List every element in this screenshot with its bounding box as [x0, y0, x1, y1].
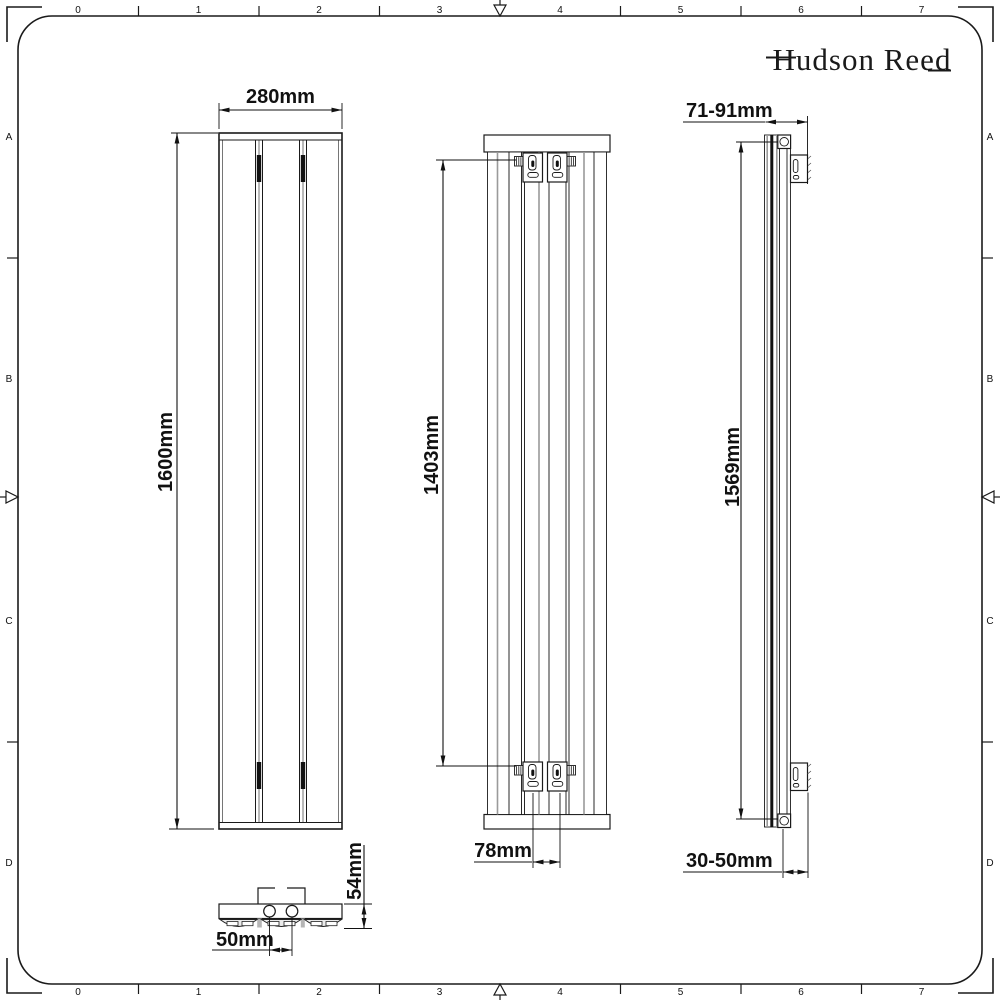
ruler-label: 2	[316, 987, 322, 998]
top-pipe-connection	[780, 138, 789, 147]
dim-label-plan-depth: 54mm	[344, 842, 366, 900]
ruler-label: C	[5, 616, 13, 627]
dim-label-rear-bracket-height: 1403mm	[421, 414, 443, 496]
logo-text: Hudson Reed	[772, 42, 952, 77]
ruler-label: A	[986, 132, 994, 143]
ruler-label: 1	[195, 987, 202, 998]
rear-view	[484, 135, 610, 829]
dim-label-plan-pipe-spacing: 50mm	[216, 929, 274, 951]
corner-mark-top-right	[958, 7, 993, 42]
side-rear-fin	[787, 141, 791, 819]
ruler-label: 4	[557, 5, 563, 16]
ruler-label: 0	[75, 987, 81, 998]
wall-bracket-outline-left	[258, 888, 275, 904]
ruler-label: 6	[798, 987, 804, 998]
ruler-label: C	[986, 616, 994, 627]
ruler-label: 2	[316, 5, 322, 16]
corner-mark-bottom-left	[7, 958, 42, 993]
dim-label-side-top-offset: 71-91mm	[686, 100, 773, 122]
bottom-pipe-connection	[780, 817, 789, 826]
bottom-cap	[484, 815, 610, 830]
plan-body-bar	[219, 904, 342, 919]
dim-front-height	[155, 133, 218, 829]
front-view	[219, 133, 342, 829]
ruler-label: 6	[798, 5, 804, 16]
dim-plan-depth	[344, 842, 372, 928]
side-view	[765, 135, 812, 828]
ruler-label: D	[5, 858, 13, 869]
brand-logo	[766, 42, 951, 77]
corner-mark-bottom-right	[958, 958, 993, 993]
bracket-tab	[567, 766, 576, 776]
pipe-inlet	[264, 905, 276, 917]
ruler-label: A	[5, 132, 13, 143]
radiator-rear-outline	[488, 152, 607, 815]
dim-label-front-width: 280mm	[246, 86, 315, 108]
side-bracket-bottom	[791, 763, 812, 791]
bracket-tab	[515, 157, 524, 167]
mounting-bracket-bottom-left	[523, 762, 543, 791]
ruler-label: 7	[918, 5, 925, 16]
ruler-label: 5	[677, 987, 684, 998]
dim-label-front-height: 1600mm	[155, 411, 177, 493]
ruler-label: 7	[918, 987, 925, 998]
ruler-label: B	[5, 374, 13, 385]
dim-label-bracket-spacing: 78mm	[474, 840, 532, 862]
mounting-bracket-top-left	[523, 153, 543, 182]
pipe-outlet	[286, 905, 298, 917]
mounting-bracket-top-right	[548, 153, 568, 182]
wall-bracket-outline-right	[287, 888, 305, 904]
ruler-label: D	[986, 858, 994, 869]
panel-gap-shade	[257, 919, 262, 928]
mounting-bracket-bottom-right	[548, 762, 568, 791]
ruler-label: 5	[677, 5, 684, 16]
corner-mark-top-left	[7, 7, 42, 42]
ruler-label: 3	[436, 987, 443, 998]
ruler-label: 0	[75, 5, 81, 16]
radiator-front-outline	[219, 133, 342, 829]
bracket-tab	[515, 766, 524, 776]
dim-front-width	[219, 86, 342, 129]
plan-view	[219, 888, 342, 928]
plan-panels	[220, 920, 342, 927]
ruler-label: B	[986, 374, 994, 385]
ruler-label: 1	[195, 5, 202, 16]
bracket-tab	[567, 157, 576, 167]
top-cap	[484, 135, 610, 152]
dim-label-side-bottom-offset: 30-50mm	[686, 850, 773, 872]
ruler-label: 4	[557, 987, 563, 998]
ruler-label: 3	[436, 5, 443, 16]
dim-label-side-height: 1569mm	[722, 426, 744, 508]
